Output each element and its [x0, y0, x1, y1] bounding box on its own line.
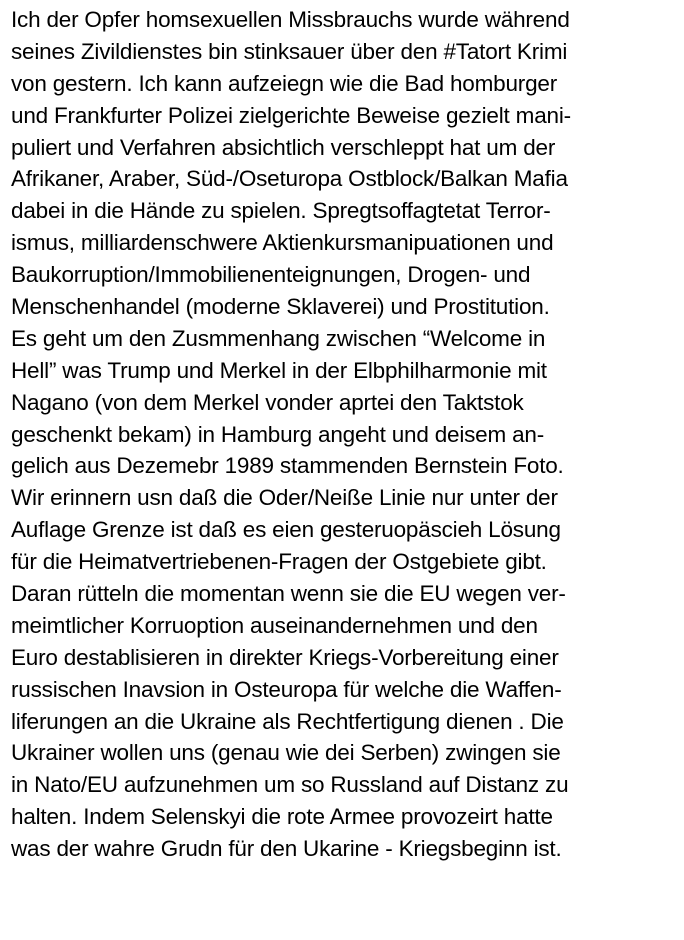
text-line: Daran rütteln die momentan wenn sie die EU wegen ver- — [11, 581, 566, 607]
text-line: Ich der Opfer homsexuellen Missbrauchs wurde während — [11, 7, 570, 32]
text-line: und Frankfurter Polizei zielgerichte Beweise gezielt mani- — [11, 102, 571, 128]
body-text — [11, 4, 679, 865]
text-line: russischen Inavsion in Osteuropa für welche die Waffen- — [11, 676, 562, 702]
text-line: geschenkt bekam) in Hamburg angeht und deisem an- — [11, 421, 545, 447]
text-line: meimtlicher Korruoption auseinandernehmen und den — [11, 612, 538, 638]
text-line: halten. Indem Selenskyi die rote Armee provozeirt hatte — [11, 804, 553, 830]
text-line: seines Zivildienstes bin stinksauer über den #Tatort Krimi — [11, 38, 568, 64]
text-line: Es geht um den Zusmmenhang zwischen “Welcome in — [11, 325, 546, 351]
text-line: liferungen an die Ukraine als Rechtfertigung dienen . Die — [11, 708, 564, 734]
text-line: Nagano (von dem Merkel vonder aprtei den Taktstok — [11, 389, 524, 415]
text-line: Ukrainer wollen uns (genau wie dei Serben) zwingen sie — [11, 740, 561, 766]
text-line: in Nato/EU aufzunehmen um so Russland auf Distanz zu — [11, 772, 569, 798]
text-line: für die Heimatvertriebenen-Fragen der Ostgebiete gibt. — [11, 549, 547, 575]
text-line: Menschenhandel (moderne Sklaverei) und Prostitution. — [11, 294, 550, 320]
text-line: Wir erinnern usn daß die Oder/Neiße Linie nur unter der — [11, 485, 558, 511]
text-line: Hell” was Trump und Merkel in der Elbphilharmonie mit — [11, 357, 547, 383]
text-line: puliert und Verfahren absichtlich verschleppt hat um der — [11, 134, 556, 160]
text-line: was der wahre Grudn für den Ukarine - Kriegsbeginn ist. — [11, 836, 562, 862]
text-line: von gestern. Ich kann aufzeiegn wie die Bad homburger — [11, 70, 558, 96]
text-line: Auflage Grenze ist daß es eien gesteruopäscieh Lösung — [11, 517, 561, 543]
text-line: Baukorruption/Immobilienenteignungen, Drogen- und — [11, 262, 531, 288]
text-line: Euro destablisieren in direkter Kriegs-Vorbereitung einer — [11, 644, 559, 670]
text-line: dabei in die Hände zu spielen. Spregtsoffagtetat Terror- — [11, 198, 551, 224]
text-line: Afrikaner, Araber, Süd-/Oseturopa Ostblock/Balkan Mafia — [11, 166, 568, 192]
text-line: gelich aus Dezemebr 1989 stammenden Bernstein Foto. — [11, 453, 564, 479]
text-line: ismus, milliardenschwere Aktienkursmanipuationen und — [11, 230, 554, 256]
